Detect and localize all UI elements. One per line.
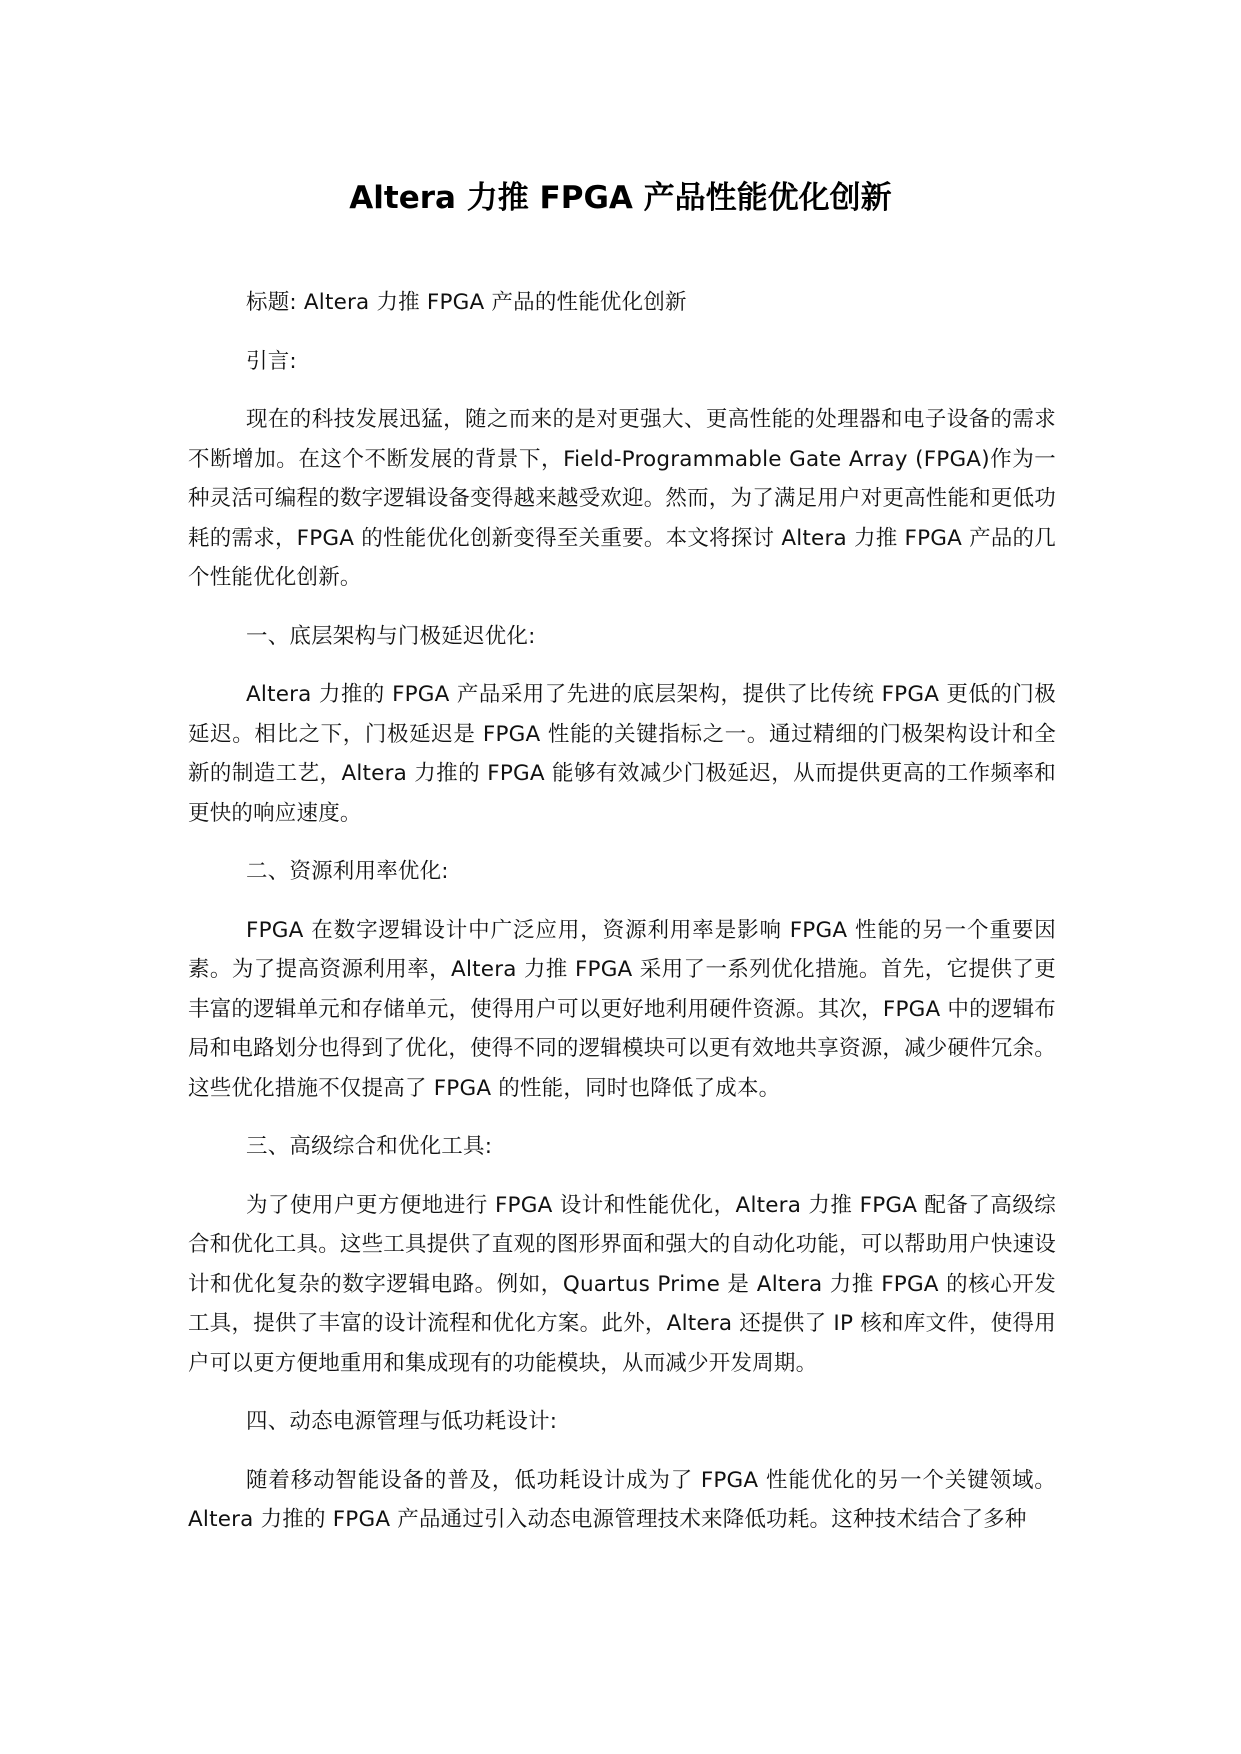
section-heading-1: 一、底层架构与门极延迟优化:	[246, 623, 536, 649]
section-paragraph-3: 为了使用户更方便地进行 FPGA 设计和性能优化，Altera 力推 FPGA 配备了高级综合和优化工具。这些工具提供了直观的图形界面和强大的自动化功能，可以帮助用户快速设计和优化复杂的数字逻辑电路。例如，Quartus Prime 是 Altera 力推 FPGA 的核心开发工具，提供了丰富的设计流程和优化方案。此外，Altera 还提供了 IP 核和库文件，使得用户可以更方便地重用和集成现有的功能模块，从而减少开发周期。	[188, 1192, 1057, 1376]
intro-paragraph: 现在的科技发展迅猛，随之而来的是对更强大、更高性能的处理器和电子设备的需求不断增加。在这个不断发展的背景下，Field-Programmable Gate Array (FPGA)作为一种灵活可编程的数字逻辑设备变得越来越受欢迎。然而，为了满足用户对更高性能和更低功耗的需求，FPGA 的性能优化创新变得至关重要。本文将探讨 Altera 力推 FPGA 产品的几个性能优化创新。	[188, 407, 1057, 590]
section-heading-2: 二、资源利用率优化:	[246, 859, 449, 884]
section-paragraph-2: FPGA 在数字逻辑设计中广泛应用，资源利用率是影响 FPGA 性能的另一个重要因素。为了提高资源利用率，Altera 力推 FPGA 采用了一系列优化措施。首先，它提供了更丰富的逻辑单元和存储单元，使得用户可以更好地利用硬件资源。其次，FPGA 中的逻辑布局和电路划分也得到了优化，使得不同的逻辑模块可以更有效地共享资源，减少硬件冗余。这些优化措施不仅提高了 FPGA 的性能，同时也降低了成本。	[188, 917, 1057, 1101]
document-title: Altera 力推 FPGA 产品性能优化创新	[349, 180, 892, 216]
section-paragraph-4: 随着移动智能设备的普及，低功耗设计成为了 FPGA 性能优化的另一个关键领域。Altera 力推的 FPGA 产品通过引入动态电源管理技术来降低功耗。这种技术结合了多种	[188, 1467, 1056, 1532]
subtitle-paragraph: 标题: Altera 力推 FPGA 产品的性能优化创新	[246, 290, 687, 315]
section-paragraph-1: Altera 力推的 FPGA 产品采用了先进的底层架构，提供了比传统 FPGA 更低的门极延迟。相比之下，门极延迟是 FPGA 性能的关键指标之一。通过精细的门极架构设计和全新的制造工艺，Altera 力推的 FPGA 能够有效减少门极延迟，从而提供更高的工作频率和更快的响应速度。	[188, 682, 1056, 826]
document-body	[188, 283, 1056, 1559]
section-heading-3: 三、高级综合和优化工具:	[246, 1134, 493, 1159]
section-heading-4: 四、动态电源管理与低功耗设计:	[246, 1409, 558, 1434]
intro-heading: 引言:	[246, 348, 297, 374]
